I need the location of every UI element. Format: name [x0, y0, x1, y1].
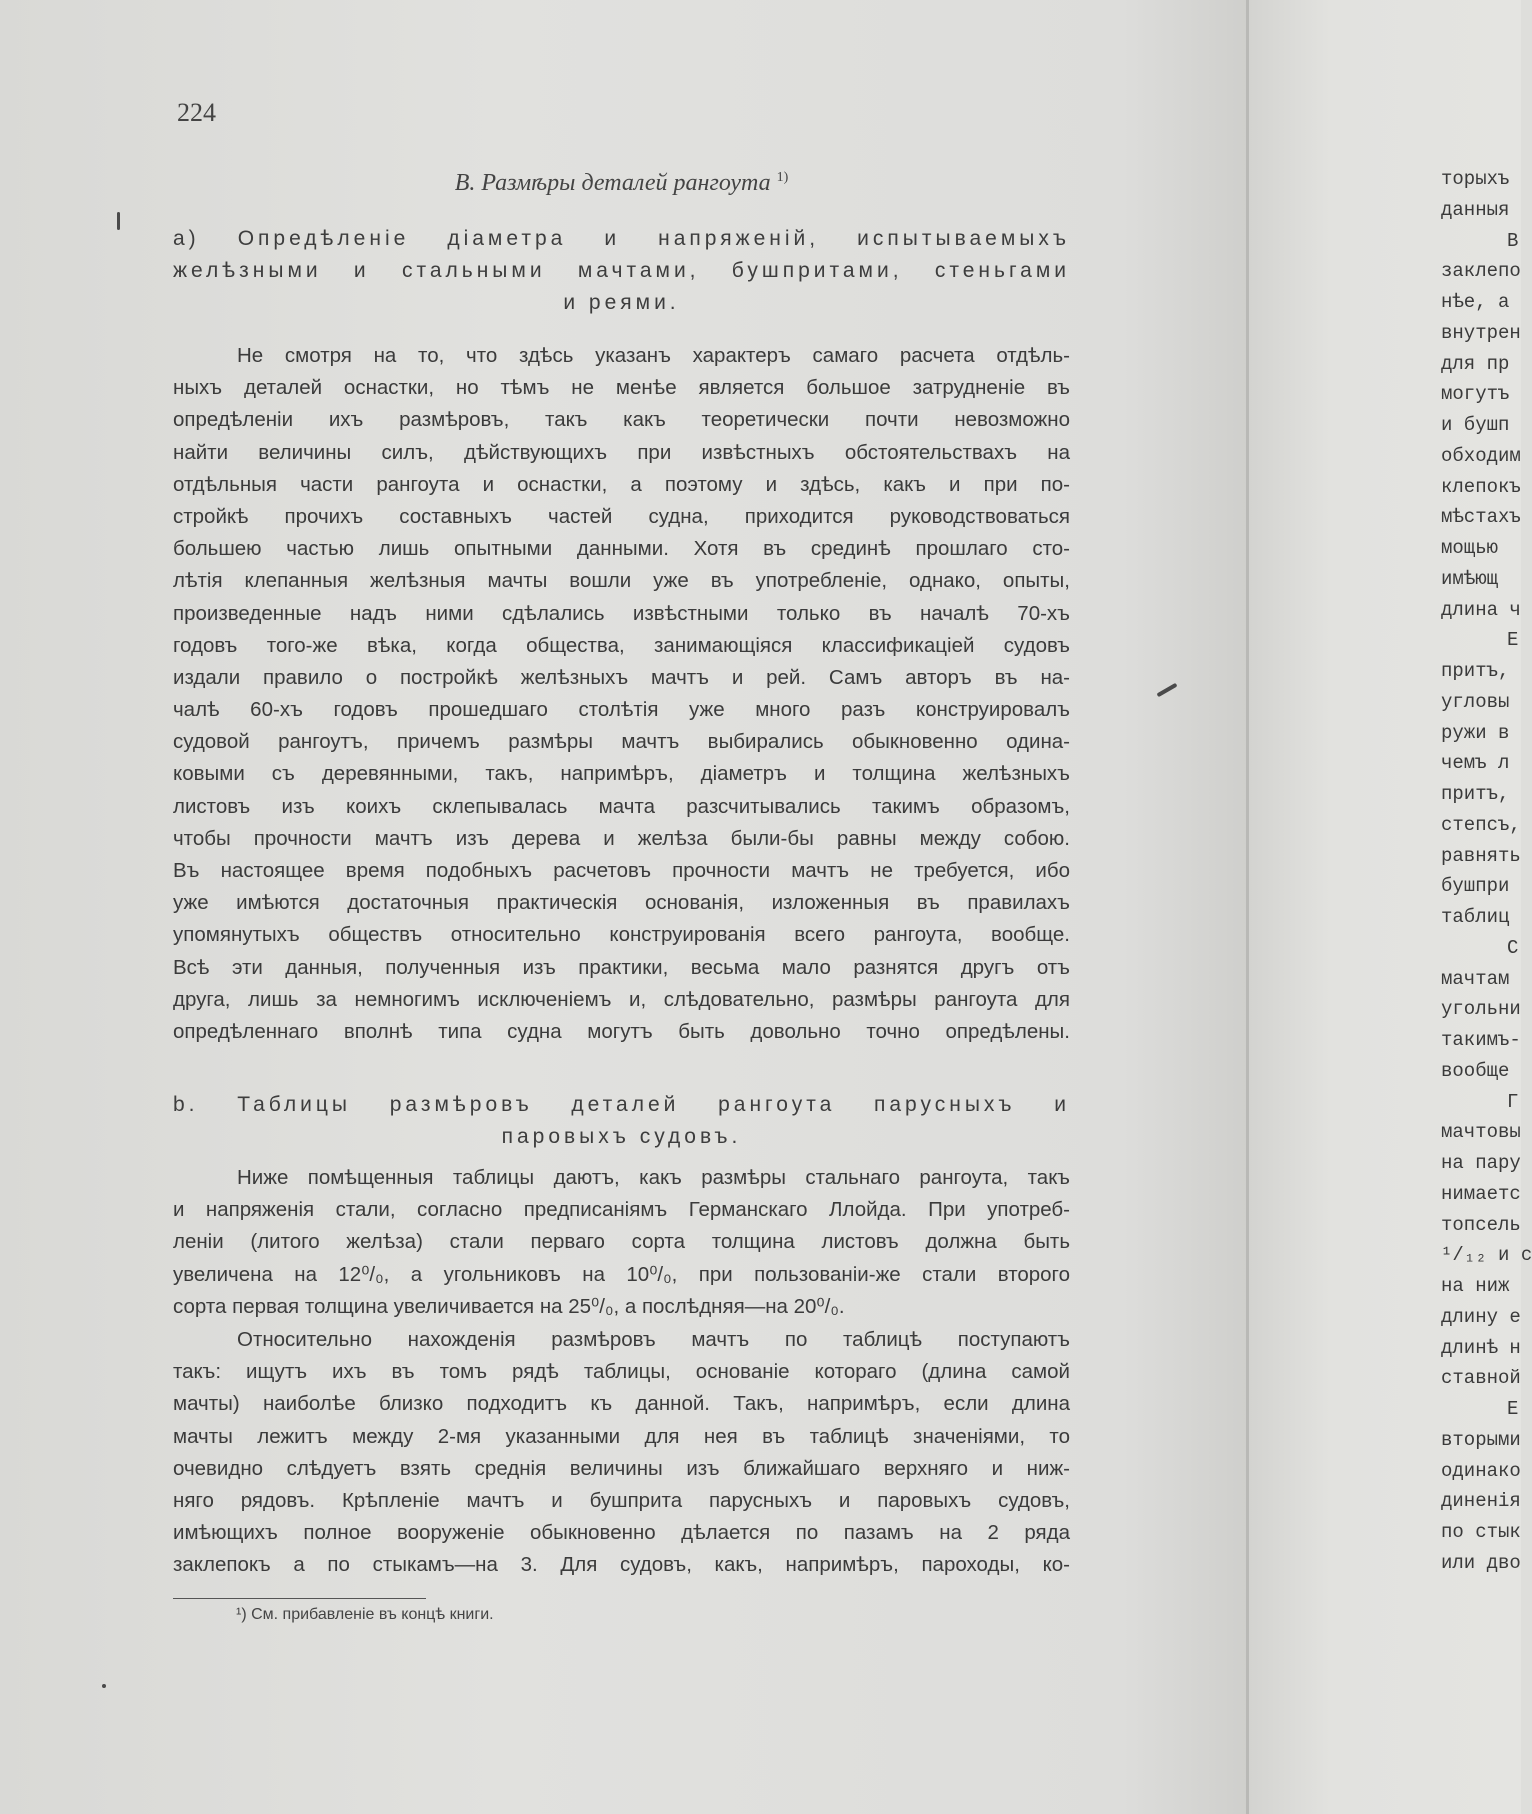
scan-speck: [117, 212, 120, 230]
right-page-line: Е: [1507, 1398, 1519, 1420]
right-page-line: клепокъ: [1441, 475, 1521, 498]
text-line: судовой рангоутъ, причемъ размѣры мачтъ выбирались обыкновенно одина-: [173, 730, 1070, 754]
text-line: Всѣ эти данныя, полученныя изъ практики, весьма мало разнятся другъ отъ: [173, 955, 1070, 979]
text-line: ныхъ деталей оснастки, но тѣмъ не менѣе является большое затрудненіе въ: [173, 376, 1070, 400]
text-line: отдѣльныя части рангоута и оснастки, а поэтому и здѣсь, какъ и при по-: [173, 472, 1070, 496]
right-page-line: угловы: [1441, 690, 1510, 713]
right-page-line: чемъ л: [1441, 752, 1510, 775]
right-page-line: С: [1507, 936, 1519, 959]
text-line: стройкѣ прочихъ составныхъ частей судна, приходится руководствоваться: [173, 504, 1070, 528]
heading-line: паровыхъ судовъ.: [501, 1125, 742, 1148]
text-line: упомянутыхъ обществъ относительно конструированія всего рангоута, вообще.: [173, 923, 1070, 947]
page-number: 224: [177, 98, 216, 127]
text-line: ковыми съ деревянными, такъ, напримѣръ, діаметръ и толщина желѣзныхъ: [173, 762, 1070, 786]
subsection-a-heading: [173, 223, 1070, 319]
text-line: Не смотря на то, что здѣсь указанъ характеръ самаго расчета отдѣль-: [237, 344, 1070, 367]
right-page-line: заклепо: [1441, 260, 1521, 283]
right-page-line: и бушп: [1441, 414, 1510, 436]
text-line: имѣющихъ полное вооруженіе обыкновенно дѣлается по пазамъ на 2 ряда: [173, 1521, 1070, 1545]
section-title: [173, 170, 1070, 197]
text-line: уже имѣются достаточныя практическія основанія, изложенныя въ правилахъ: [173, 891, 1070, 915]
right-page-line: ¹/₁₂ и с: [1441, 1244, 1532, 1267]
right-page-line: на пару: [1441, 1152, 1521, 1174]
text-line: заклепокъ а по стыкамъ—на 3. Для судовъ, какъ, напримѣръ, пароходы, ко-: [173, 1553, 1070, 1577]
right-page-line: притъ,: [1441, 783, 1510, 805]
right-page-line: нѣе, а: [1441, 291, 1510, 313]
right-page-line: угольни: [1441, 998, 1521, 1021]
right-page-line: В: [1507, 229, 1519, 252]
right-page-line: вообще: [1441, 1059, 1510, 1082]
footnote-mark: 1): [776, 170, 789, 185]
right-page-line: на ниж: [1441, 1275, 1510, 1297]
paragraph-1: [173, 340, 1070, 1048]
heading-line: и реями.: [563, 291, 680, 314]
scan-speck: [1156, 683, 1177, 697]
right-page-text: [1441, 164, 1532, 1579]
text-line: мачты лежитъ между 2-мя указанными для нея въ таблицѣ значеніями, то: [173, 1424, 1070, 1448]
right-page-line: длина ч: [1441, 598, 1521, 621]
paragraph-3: [173, 1324, 1070, 1582]
text-line: найти величины силъ, дѣйствующихъ при извѣстныхъ обстоятельствахъ на: [173, 440, 1070, 464]
right-page-line: бушпри: [1441, 875, 1510, 898]
right-page-line: мощью: [1441, 537, 1499, 559]
right-page-line: Г: [1507, 1090, 1519, 1113]
right-page-line: ружи в: [1441, 721, 1510, 744]
heading-line: желѣзными и стальными мачтами, бушпритами, стеньгами: [173, 259, 1070, 282]
right-page-line: обходим: [1441, 444, 1521, 467]
right-page-line: таблиц: [1441, 906, 1510, 928]
right-page-line: торыхъ: [1441, 168, 1510, 190]
right-page-line: могутъ: [1441, 383, 1510, 406]
text-line: няго рядовъ. Крѣпленіе мачтъ и бушприта парусныхъ и паровыхъ судовъ,: [173, 1488, 1070, 1512]
text-line: опредѣленіи ихъ размѣровъ, такъ какъ теоретически почти невозможно: [173, 408, 1070, 432]
right-page-line: данныя: [1441, 198, 1510, 221]
right-page-line: притъ,: [1441, 660, 1510, 682]
right-page-line: мачтовы: [1441, 1121, 1521, 1144]
heading-line: b. Таблицы размѣровъ деталей рангоута парусныхъ и: [173, 1093, 1070, 1116]
right-page-line: нимаетс: [1441, 1182, 1521, 1205]
text-line: увеличена на 12⁰/₀, а угольниковъ на 10⁰/₀, при пользованіи-же стали второго: [173, 1262, 1070, 1286]
text-line: лѣтія клепанныя желѣзныя мачты вошли уже въ употребленіе, однако, опыты,: [173, 569, 1070, 593]
right-page-line: по стык: [1441, 1521, 1521, 1543]
scan-speck: [102, 1684, 106, 1688]
text-line: леніи (литого желѣза) стали перваго сорта толщина листовъ должна быть: [173, 1230, 1070, 1254]
right-page-line: одинако: [1441, 1459, 1521, 1482]
heading-line: а) Опредѣленіе діаметра и напряженій, испытываемыхъ: [173, 227, 1070, 250]
text-line: годовъ того-же вѣка, когда общества, занимающіяся классификаціей судовъ: [173, 633, 1070, 657]
right-page-line: топсель: [1441, 1213, 1521, 1236]
right-page-line: или дво: [1441, 1551, 1521, 1574]
right-page-line: имѣющ: [1441, 567, 1499, 590]
text-line: большею частью лишь опытными данными. Хотя въ срединѣ прошлаго сто-: [173, 537, 1070, 561]
text-line: чтобы прочности мачтъ изъ дерева и желѣза были-бы равны между собою.: [173, 826, 1070, 850]
text-line: такъ: ищутъ ихъ въ томъ рядѣ таблицы, основаніе котораго (длина самой: [173, 1360, 1070, 1384]
text-line: опредѣленнаго вполнѣ типа судна могутъ быть довольно точно опредѣлены.: [173, 1019, 1070, 1043]
text-line: и напряженія стали, согласно предписаніямъ Германскаго Ллойда. При употреб-: [173, 1198, 1070, 1222]
right-page-line: ставной: [1441, 1367, 1521, 1390]
text-line: очевидно слѣдуетъ взять среднія величины изъ ближайшаго верхняго и ниж-: [173, 1456, 1070, 1480]
text-line: листовъ изъ коихъ склепывалась мачта разсчитывались такимъ образомъ,: [173, 794, 1070, 818]
text-line: сорта первая толщина увеличивается на 25⁰/₀, а послѣдняя—на 20⁰/₀.: [173, 1294, 845, 1318]
footnote-divider: [173, 1598, 426, 1599]
text-line: издали правило о постройкѣ желѣзныхъ мачтъ и рей. Самъ авторъ въ на-: [173, 665, 1070, 689]
right-page-line: вторыми: [1441, 1428, 1521, 1451]
right-page-line: Е: [1507, 629, 1519, 652]
right-page-line: диненія: [1441, 1490, 1521, 1513]
right-page-line: равнять: [1441, 844, 1521, 867]
right-page-line: мѣстахъ: [1441, 506, 1521, 529]
right-page: [1249, 0, 1532, 1814]
text-line: мачты) наиболѣе близко подходитъ къ данной. Такъ, напримѣръ, если длина: [173, 1392, 1070, 1416]
text-line: Ниже помѣщенныя таблицы даютъ, какъ размѣры стальнаго рангоута, такъ: [237, 1166, 1070, 1189]
text-line: чалѣ 60-хъ годовъ прошедшаго столѣтія уже много разъ конструировалъ: [173, 698, 1070, 722]
right-page-line: длину е: [1441, 1305, 1521, 1328]
text-line: Въ настоящее время подобныхъ расчетовъ прочности мачтъ не требуется, ибо: [173, 859, 1070, 882]
right-page-line: степсъ,: [1441, 813, 1521, 836]
text-line: Относительно нахожденія размѣровъ мачтъ по таблицѣ поступаютъ: [237, 1328, 1070, 1351]
right-page-line: для пр: [1441, 352, 1510, 375]
subsection-b-heading: [173, 1089, 1070, 1153]
right-page-line: внутрен: [1441, 321, 1521, 344]
right-page-line: длинѣ н: [1441, 1336, 1521, 1359]
text-line: друга, лишь за немногимъ исключеніемъ и, слѣдовательно, размѣры рангоута для: [173, 987, 1070, 1011]
section-title-text: B. Размѣры деталей рангоута: [454, 170, 771, 196]
footnote: ¹) См. прибавленіе въ концѣ книги.: [236, 1606, 494, 1623]
paragraph-2: [173, 1162, 1070, 1323]
right-page-line: мачтам: [1441, 967, 1510, 990]
right-page-line: такимъ-: [1441, 1029, 1521, 1051]
text-line: произведенные надъ ними сдѣлались извѣстными только въ началѣ 70-хъ: [173, 601, 1070, 625]
